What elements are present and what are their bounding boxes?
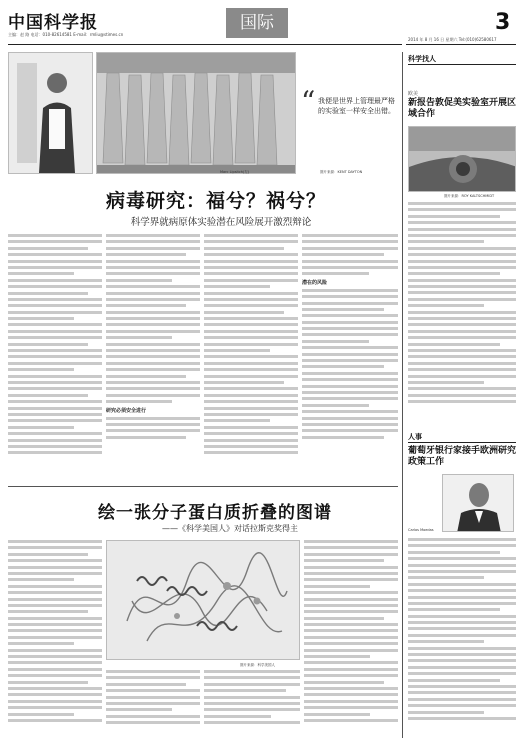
main-body-col-2: [106, 234, 200, 478]
subsection-heading: 研究必须安全进行: [106, 407, 147, 414]
main-body-col-3: [204, 234, 298, 478]
lab-gear-photo: [96, 52, 296, 174]
sidebar-section-title-2: 人事: [408, 433, 422, 441]
masthead-subline: 主编：赵 路 电话：010-82614581 E-mail：rmliu@stimes.cn: [8, 32, 124, 37]
masthead-rule-right: [406, 44, 516, 45]
main-body-col-4: [302, 234, 398, 478]
main-body-col-1: [8, 234, 102, 478]
sidebar-rule-2: [408, 442, 516, 443]
sidebar-rule: [408, 64, 516, 65]
second-headline: 绘一张分子蛋白质折叠的图谱: [98, 503, 332, 523]
photo-caption-right: 图片来源：KENT DAYTON: [320, 170, 363, 174]
subsection-heading-2: 潜在的风险: [302, 279, 328, 286]
sidebar-body-2: [408, 538, 516, 736]
portrait-photo: [8, 52, 93, 174]
protein-structure-image: [106, 540, 300, 660]
pull-quote: 我便是世界上管理最严格的实验室一样安全出错。: [318, 97, 395, 115]
main-headline: 病毒研究：福兮？祸兮？: [105, 190, 326, 212]
issue-info: 2014 年 8 月 16 日 星期六 Tel:(010)62580617: [408, 37, 497, 42]
quote-open-icon: “: [301, 85, 316, 118]
masthead-rule: [8, 44, 402, 45]
photo-caption-left: Marc Lipsitch(左): [220, 170, 250, 174]
sidebar-section-title: 科学找人: [408, 55, 436, 63]
facility-photo: [408, 126, 516, 192]
second-body-col-1: [8, 540, 102, 736]
portrait-photo-2: [442, 474, 514, 532]
facility-photo-caption: 图片来源：ROY KALTSCHMIDT: [444, 194, 495, 198]
section-tab: 国际: [226, 8, 288, 38]
portrait-caption-2: Carlos Moedas: [408, 528, 434, 532]
story-divider: [8, 486, 398, 487]
second-body-col-2: [106, 670, 200, 736]
second-body-col-3: [204, 670, 300, 736]
protein-image-caption: 图片来源：科学美国人: [240, 663, 275, 667]
page-number: 3: [495, 10, 511, 35]
sidebar-body-1: [408, 202, 516, 420]
second-subheadline: ——《科学美国人》对话拉斯克奖得主: [162, 524, 298, 533]
main-subheadline: 科学界就病原体实验潜在风险展开激烈辩论: [130, 217, 312, 228]
sidebar-headline: 新报告敦促美实验室开展区域合作: [408, 98, 517, 119]
sidebar-kicker: 欧美: [408, 91, 419, 97]
sidebar-divider: [402, 52, 403, 738]
sidebar-headline-2: 葡萄牙银行家接手欧洲研究政策工作: [408, 446, 517, 467]
masthead-logo: 中国科学报: [8, 13, 98, 33]
second-body-col-4: [304, 540, 398, 736]
